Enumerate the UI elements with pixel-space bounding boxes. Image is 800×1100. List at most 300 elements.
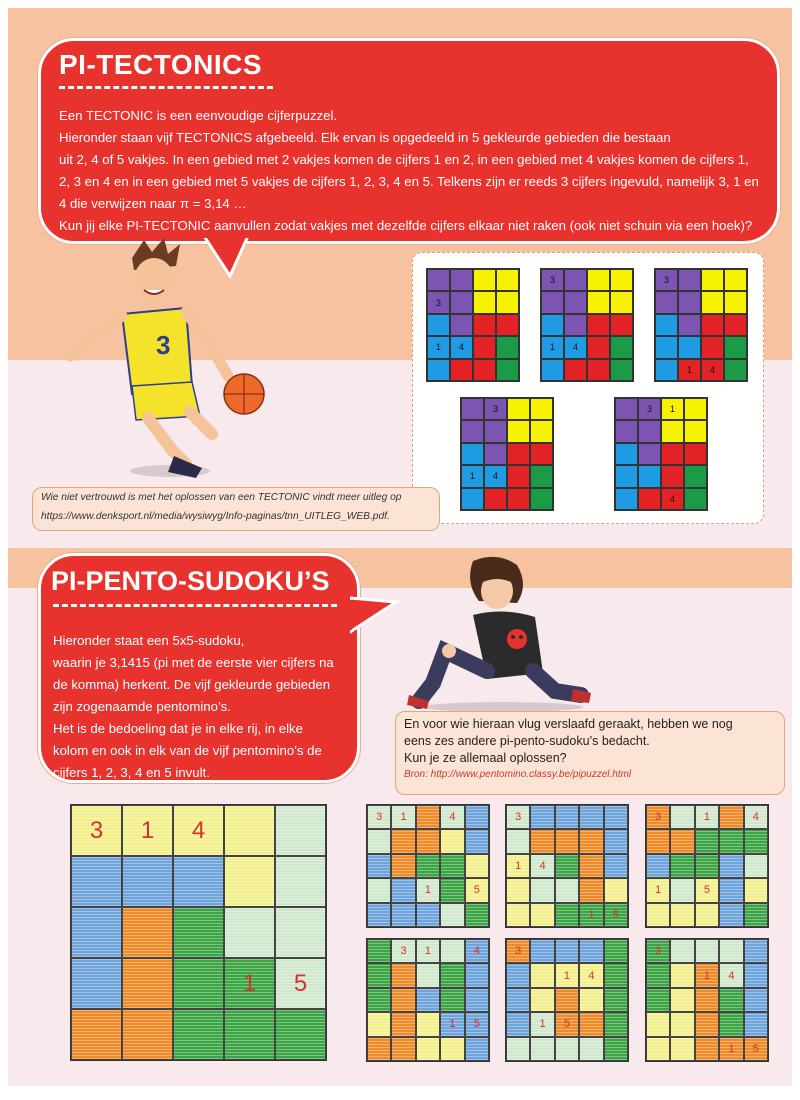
- sudoku-cell[interactable]: [224, 907, 275, 958]
- tectonic-cell[interactable]: [638, 420, 661, 442]
- sudoku-cell[interactable]: [555, 854, 579, 878]
- tectonic-cell[interactable]: [530, 488, 553, 510]
- tectonic-cell[interactable]: 3: [427, 291, 450, 313]
- sudoku-cell[interactable]: [506, 903, 530, 927]
- sudoku-cell[interactable]: 5: [465, 878, 489, 902]
- sudoku-cell[interactable]: [275, 856, 326, 907]
- sudoku-cell[interactable]: 1: [122, 805, 173, 856]
- sudoku-cell[interactable]: [744, 963, 768, 987]
- sudoku-cell[interactable]: [604, 963, 628, 987]
- sudoku-cell[interactable]: [719, 1012, 743, 1036]
- sudoku-cell[interactable]: [604, 805, 628, 829]
- tectonic-cell[interactable]: [530, 443, 553, 465]
- tectonic-cell[interactable]: 4: [701, 359, 724, 381]
- sudoku-cell[interactable]: 1: [416, 939, 440, 963]
- sudoku-cell[interactable]: [555, 805, 579, 829]
- sudoku-cell[interactable]: [506, 829, 530, 853]
- sudoku-cell[interactable]: [275, 805, 326, 856]
- tectonic-grid: [614, 397, 708, 511]
- sudoku-cell[interactable]: [579, 939, 603, 963]
- sudoku-cell[interactable]: [391, 854, 415, 878]
- tectonic-grid: [654, 268, 748, 382]
- sudoku-cell[interactable]: [744, 1012, 768, 1036]
- sudoku-cell[interactable]: 1: [579, 903, 603, 927]
- tectonic-cell[interactable]: [678, 269, 701, 291]
- sudoku-cell[interactable]: [670, 854, 694, 878]
- sudoku-cell[interactable]: [416, 988, 440, 1012]
- sudoku-cell[interactable]: [224, 856, 275, 907]
- sudoku-cell[interactable]: [646, 988, 670, 1012]
- sudoku-cell[interactable]: [670, 1012, 694, 1036]
- small-pento-sudoku: [645, 938, 769, 1062]
- sudoku-cell[interactable]: [555, 903, 579, 927]
- sudoku-cell[interactable]: 1: [719, 1037, 743, 1061]
- sudoku-cell[interactable]: [744, 903, 768, 927]
- sudoku-cell[interactable]: 1: [646, 878, 670, 902]
- tectonic-cell[interactable]: [564, 314, 587, 336]
- sudoku-cell[interactable]: [695, 829, 719, 853]
- tectonic-cell[interactable]: [507, 465, 530, 487]
- note-line: Wie niet vertrouwd is met het oplossen van een TECTONIC vindt meer uitleg op: [41, 492, 402, 503]
- bubble-tail: [350, 592, 400, 638]
- tectonic-cell[interactable]: [610, 336, 633, 358]
- intro-line: waarin je 3,1415 (pi met de eerste vier cijfers na: [53, 655, 334, 670]
- sudoku-cell[interactable]: 4: [173, 805, 224, 856]
- sudoku-cell[interactable]: 3: [506, 805, 530, 829]
- sudoku-cell[interactable]: 3: [71, 805, 122, 856]
- sudoku-cell[interactable]: [465, 903, 489, 927]
- sudoku-cell[interactable]: [744, 829, 768, 853]
- sudoku-cell[interactable]: 5: [465, 1012, 489, 1036]
- tectonic-cell[interactable]: [638, 465, 661, 487]
- sudoku-cell[interactable]: 3: [646, 805, 670, 829]
- sudoku-cell[interactable]: [530, 903, 554, 927]
- tectonic-cell[interactable]: [610, 314, 633, 336]
- tectonic-cell[interactable]: [473, 336, 496, 358]
- sudoku-cell[interactable]: 1: [440, 1012, 464, 1036]
- title-dashed-rule: [59, 86, 273, 89]
- tectonic-cell[interactable]: [638, 443, 661, 465]
- sudoku-cell[interactable]: [367, 878, 391, 902]
- sudoku-cell[interactable]: [555, 1037, 579, 1061]
- tectonic-cell[interactable]: 1: [461, 465, 484, 487]
- tectonic-cell[interactable]: [564, 269, 587, 291]
- sudoku-cell[interactable]: [670, 988, 694, 1012]
- sudoku-cell[interactable]: 5: [744, 1037, 768, 1061]
- basketball-player-illustration: [52, 236, 282, 486]
- sudoku-cell[interactable]: [555, 829, 579, 853]
- sudoku-cell[interactable]: 1: [695, 805, 719, 829]
- sudoku-cell[interactable]: 1: [555, 963, 579, 987]
- sudoku-cell[interactable]: 1: [695, 963, 719, 987]
- tectonic-cell[interactable]: [587, 314, 610, 336]
- tectonic-cell[interactable]: [484, 443, 507, 465]
- tectonic-cell[interactable]: [655, 291, 678, 313]
- sudoku-cell[interactable]: [71, 958, 122, 1009]
- sudoku-cell[interactable]: [530, 1037, 554, 1061]
- sudoku-cell[interactable]: [122, 907, 173, 958]
- tectonic-cell[interactable]: [496, 336, 519, 358]
- sudoku-cell[interactable]: 4: [440, 805, 464, 829]
- sudoku-cell[interactable]: [122, 958, 173, 1009]
- sudoku-cell[interactable]: [530, 829, 554, 853]
- sudoku-cell[interactable]: [695, 854, 719, 878]
- sudoku-cell[interactable]: [391, 1037, 415, 1061]
- tectonic-cell[interactable]: [655, 314, 678, 336]
- sudoku-cell[interactable]: [465, 988, 489, 1012]
- sudoku-cell[interactable]: [391, 963, 415, 987]
- sudoku-cell[interactable]: [695, 903, 719, 927]
- sitting-boy-illustration: [405, 555, 595, 715]
- sudoku-cell[interactable]: 4: [744, 805, 768, 829]
- sudoku-cell[interactable]: [416, 963, 440, 987]
- tectonic-cell[interactable]: [615, 398, 638, 420]
- tectonic-cell[interactable]: [484, 488, 507, 510]
- tectonic-cell[interactable]: 1: [427, 336, 450, 358]
- tectonic-cell[interactable]: [473, 291, 496, 313]
- sudoku-cell[interactable]: 3: [391, 939, 415, 963]
- sudoku-cell[interactable]: [506, 988, 530, 1012]
- tectonic-cell[interactable]: [724, 291, 747, 313]
- tectonic-cell[interactable]: [678, 291, 701, 313]
- tectonic-cell[interactable]: [615, 488, 638, 510]
- sudoku-cell[interactable]: [744, 988, 768, 1012]
- sudoku-cell[interactable]: [695, 1012, 719, 1036]
- tectonic-cell[interactable]: [724, 336, 747, 358]
- sudoku-cell[interactable]: [122, 1009, 173, 1060]
- tectonic-cell[interactable]: [701, 336, 724, 358]
- sudoku-cell[interactable]: [173, 958, 224, 1009]
- sudoku-cell[interactable]: [506, 963, 530, 987]
- sudoku-cell[interactable]: [440, 1037, 464, 1061]
- tectonic-cell[interactable]: 4: [450, 336, 473, 358]
- tectonic-cell[interactable]: [684, 398, 707, 420]
- sudoku-cell[interactable]: [440, 988, 464, 1012]
- sudoku-cell[interactable]: [367, 1037, 391, 1061]
- tectonic-cell[interactable]: [701, 314, 724, 336]
- sudoku-cell[interactable]: [367, 829, 391, 853]
- tectonic-cell[interactable]: [684, 465, 707, 487]
- sudoku-cell[interactable]: [465, 1037, 489, 1061]
- tectonic-cell[interactable]: [484, 420, 507, 442]
- tectonic-cell[interactable]: [564, 359, 587, 381]
- tectonic-cell[interactable]: [507, 398, 530, 420]
- tectonic-cell[interactable]: [473, 359, 496, 381]
- tectonics-speech-bubble: [38, 38, 780, 244]
- sudoku-cell[interactable]: [367, 988, 391, 1012]
- tectonic-cell[interactable]: 4: [484, 465, 507, 487]
- sudoku-cell[interactable]: [506, 878, 530, 902]
- small-pento-sudoku: [505, 938, 629, 1062]
- tectonic-cell[interactable]: [678, 336, 701, 358]
- sudoku-cell[interactable]: [416, 805, 440, 829]
- sudoku-cell[interactable]: [530, 988, 554, 1012]
- tectonic-cell[interactable]: [507, 488, 530, 510]
- sudoku-cell[interactable]: [122, 856, 173, 907]
- tectonic-cell[interactable]: [496, 359, 519, 381]
- tectonic-cell[interactable]: [427, 314, 450, 336]
- tectonic-cell[interactable]: [541, 359, 564, 381]
- tectonic-cell[interactable]: [638, 488, 661, 510]
- tectonic-cell[interactable]: [473, 314, 496, 336]
- pento-intro: [53, 630, 353, 784]
- small-pento-sudoku: [645, 804, 769, 928]
- tectonic-cell[interactable]: [530, 465, 553, 487]
- tectonic-cell[interactable]: [461, 420, 484, 442]
- sudoku-cell[interactable]: [440, 854, 464, 878]
- sudoku-cell[interactable]: [744, 854, 768, 878]
- sudoku-cell[interactable]: [391, 1012, 415, 1036]
- sudoku-cell[interactable]: [646, 1037, 670, 1061]
- sudoku-cell[interactable]: [367, 963, 391, 987]
- sudoku-cell[interactable]: [391, 829, 415, 853]
- tectonic-cell[interactable]: [724, 314, 747, 336]
- tectonic-grid: [426, 268, 520, 382]
- sudoku-cell[interactable]: [719, 903, 743, 927]
- tectonic-cell[interactable]: [496, 314, 519, 336]
- tectonic-cell[interactable]: 4: [564, 336, 587, 358]
- tectonic-cell[interactable]: [450, 314, 473, 336]
- sudoku-cell[interactable]: [646, 829, 670, 853]
- sudoku-cell[interactable]: 1: [416, 878, 440, 902]
- sudoku-cell[interactable]: 5: [275, 958, 326, 1009]
- tectonic-cell[interactable]: [701, 269, 724, 291]
- sudoku-cell[interactable]: [173, 856, 224, 907]
- sudoku-cell[interactable]: 3: [506, 939, 530, 963]
- sudoku-cell[interactable]: [506, 1037, 530, 1061]
- sudoku-cell[interactable]: [646, 854, 670, 878]
- sudoku-cell[interactable]: [719, 805, 743, 829]
- sudoku-cell[interactable]: [440, 963, 464, 987]
- tectonic-cell[interactable]: [496, 291, 519, 313]
- tectonic-cell[interactable]: [661, 465, 684, 487]
- sudoku-cell[interactable]: [719, 854, 743, 878]
- sudoku-cell[interactable]: 5: [604, 903, 628, 927]
- sudoku-cell[interactable]: [275, 1009, 326, 1060]
- sudoku-cell[interactable]: [465, 854, 489, 878]
- sudoku-cell[interactable]: [604, 829, 628, 853]
- tectonic-cell[interactable]: [461, 398, 484, 420]
- tectonic-cell[interactable]: [724, 359, 747, 381]
- tectonic-cell[interactable]: 1: [661, 398, 684, 420]
- tectonic-cell[interactable]: [473, 269, 496, 291]
- sudoku-cell[interactable]: [646, 963, 670, 987]
- tectonic-cell[interactable]: [564, 291, 587, 313]
- sudoku-cell[interactable]: [530, 805, 554, 829]
- sudoku-cell[interactable]: 4: [579, 963, 603, 987]
- small-pento-sudoku: [505, 804, 629, 928]
- sudoku-cell[interactable]: 1: [530, 1012, 554, 1036]
- sudoku-cell[interactable]: [604, 1037, 628, 1061]
- sudoku-cell[interactable]: [670, 903, 694, 927]
- tectonic-cell[interactable]: [541, 291, 564, 313]
- tectonic-cell[interactable]: [587, 359, 610, 381]
- tectonic-cell[interactable]: [610, 269, 633, 291]
- sudoku-cell[interactable]: [367, 1012, 391, 1036]
- tectonic-cell[interactable]: [587, 269, 610, 291]
- sudoku-cell[interactable]: [275, 907, 326, 958]
- tectonic-cell[interactable]: [427, 269, 450, 291]
- sudoku-cell[interactable]: [670, 1037, 694, 1061]
- sudoku-cell[interactable]: [670, 939, 694, 963]
- tectonic-cell[interactable]: [507, 443, 530, 465]
- sudoku-cell[interactable]: [719, 939, 743, 963]
- tectonic-cell[interactable]: [507, 420, 530, 442]
- tectonic-cell[interactable]: [684, 420, 707, 442]
- sudoku-cell[interactable]: [555, 878, 579, 902]
- tectonic-cell[interactable]: 1: [678, 359, 701, 381]
- sudoku-cell[interactable]: [604, 988, 628, 1012]
- tectonic-cell[interactable]: 3: [655, 269, 678, 291]
- sudoku-cell[interactable]: [579, 988, 603, 1012]
- sudoku-cell[interactable]: [719, 988, 743, 1012]
- tectonic-cell[interactable]: [587, 336, 610, 358]
- pento-title: PI-PENTO-SUDOKU’S: [51, 566, 330, 596]
- tectonic-cell[interactable]: [427, 359, 450, 381]
- sudoku-cell[interactable]: [173, 907, 224, 958]
- tectonic-cell[interactable]: [684, 443, 707, 465]
- sudoku-cell[interactable]: [440, 903, 464, 927]
- sudoku-cell[interactable]: [695, 1037, 719, 1061]
- sudoku-cell[interactable]: [604, 1012, 628, 1036]
- sudoku-cell[interactable]: 1: [391, 805, 415, 829]
- tectonic-cell[interactable]: [530, 398, 553, 420]
- sudoku-cell[interactable]: 4: [465, 939, 489, 963]
- tectonic-cell[interactable]: [678, 314, 701, 336]
- tectonic-cell[interactable]: [684, 488, 707, 510]
- sudoku-cell[interactable]: [440, 829, 464, 853]
- sudoku-cell[interactable]: 5: [555, 1012, 579, 1036]
- sudoku-cell[interactable]: [579, 1037, 603, 1061]
- sudoku-cell[interactable]: [530, 878, 554, 902]
- note-link[interactable]: https://www.denksport.nl/media/wysiwyg/Info-paginas/tnn_UITLEG_WEB.pdf.: [41, 511, 390, 522]
- sudoku-cell[interactable]: [579, 829, 603, 853]
- tectonic-cell[interactable]: [615, 420, 638, 442]
- tectonic-cell[interactable]: [655, 359, 678, 381]
- sudoku-cell[interactable]: [416, 1012, 440, 1036]
- sudoku-cell[interactable]: [416, 829, 440, 853]
- sudoku-cell[interactable]: 1: [506, 854, 530, 878]
- tectonic-cell[interactable]: [450, 269, 473, 291]
- tectonic-cell[interactable]: [724, 269, 747, 291]
- sudoku-cell[interactable]: [604, 878, 628, 902]
- sudoku-cell[interactable]: [719, 878, 743, 902]
- sudoku-cell[interactable]: [465, 805, 489, 829]
- note-line: En voor wie hieraan vlug verslaafd geraakt, hebben we nog: [404, 717, 733, 731]
- sudoku-cell[interactable]: [391, 988, 415, 1012]
- sudoku-cell[interactable]: 3: [646, 939, 670, 963]
- sudoku-cell[interactable]: [670, 878, 694, 902]
- sudoku-cell[interactable]: [71, 856, 122, 907]
- sudoku-cell[interactable]: [604, 854, 628, 878]
- sudoku-cell[interactable]: [416, 903, 440, 927]
- tectonic-cell[interactable]: [610, 359, 633, 381]
- tectonic-cell[interactable]: 3: [638, 398, 661, 420]
- tectonic-cell[interactable]: 4: [661, 488, 684, 510]
- sudoku-cell[interactable]: [391, 903, 415, 927]
- tectonic-cell[interactable]: [587, 291, 610, 313]
- tectonics-title: PI-TECTONICS: [59, 49, 263, 80]
- sudoku-cell[interactable]: [646, 1012, 670, 1036]
- tectonic-cell[interactable]: 3: [484, 398, 507, 420]
- sudoku-cell[interactable]: [391, 878, 415, 902]
- sudoku-cell[interactable]: [719, 829, 743, 853]
- sudoku-cell[interactable]: 5: [695, 878, 719, 902]
- sudoku-cell[interactable]: [579, 854, 603, 878]
- tectonic-cell[interactable]: [615, 443, 638, 465]
- sudoku-cell[interactable]: [744, 878, 768, 902]
- sudoku-cell[interactable]: [440, 939, 464, 963]
- sudoku-cell[interactable]: 4: [530, 854, 554, 878]
- sudoku-cell[interactable]: [744, 939, 768, 963]
- sudoku-cell[interactable]: [224, 1009, 275, 1060]
- tectonic-cell[interactable]: [610, 291, 633, 313]
- sudoku-cell[interactable]: [555, 939, 579, 963]
- sudoku-cell[interactable]: 3: [367, 805, 391, 829]
- tectonic-cell[interactable]: [461, 443, 484, 465]
- sudoku-cell[interactable]: [579, 1012, 603, 1036]
- sudoku-cell[interactable]: 1: [224, 958, 275, 1009]
- sudoku-cell[interactable]: [555, 988, 579, 1012]
- tectonics-intro: [59, 105, 767, 237]
- tectonic-cell[interactable]: [450, 291, 473, 313]
- sudoku-cell[interactable]: [670, 963, 694, 987]
- sudoku-cell[interactable]: [670, 805, 694, 829]
- sudoku-cell[interactable]: [579, 805, 603, 829]
- sudoku-cell[interactable]: [367, 854, 391, 878]
- sudoku-cell[interactable]: [367, 903, 391, 927]
- title-dashed-rule: [53, 604, 337, 607]
- sudoku-cell[interactable]: [465, 829, 489, 853]
- tectonic-cell[interactable]: [655, 336, 678, 358]
- tectonic-cell[interactable]: [615, 465, 638, 487]
- sudoku-cell[interactable]: [173, 1009, 224, 1060]
- tectonic-cell[interactable]: [701, 291, 724, 313]
- sudoku-cell[interactable]: [579, 878, 603, 902]
- tectonic-cell[interactable]: [541, 314, 564, 336]
- sudoku-cell[interactable]: 4: [719, 963, 743, 987]
- sudoku-cell[interactable]: [506, 1012, 530, 1036]
- sudoku-cell[interactable]: [71, 907, 122, 958]
- tectonic-cell[interactable]: [661, 443, 684, 465]
- sudoku-cell[interactable]: [646, 903, 670, 927]
- sudoku-cell[interactable]: [416, 854, 440, 878]
- intro-line: Hieronder staat een 5x5-sudoku,: [53, 633, 245, 648]
- sudoku-cell[interactable]: [416, 1037, 440, 1061]
- sudoku-cell[interactable]: [604, 939, 628, 963]
- sudoku-cell[interactable]: [71, 1009, 122, 1060]
- sudoku-cell[interactable]: [440, 878, 464, 902]
- sudoku-cell[interactable]: [695, 988, 719, 1012]
- tectonic-help-note: [32, 487, 440, 531]
- tectonic-cell[interactable]: [450, 359, 473, 381]
- tectonic-cell[interactable]: [661, 420, 684, 442]
- tectonic-cell[interactable]: [496, 269, 519, 291]
- tectonic-cell[interactable]: 3: [541, 269, 564, 291]
- sudoku-cell[interactable]: [695, 939, 719, 963]
- tectonic-cell[interactable]: 1: [541, 336, 564, 358]
- sudoku-cell[interactable]: [670, 829, 694, 853]
- intro-line: uit 2, 4 of 5 vakjes. In een gebied met 2 vakjes komen de cijfers 1 en 2, in een gebied met 4 vakjes komen de cijfers 1,: [59, 152, 749, 167]
- tectonic-cell[interactable]: [461, 488, 484, 510]
- sudoku-cell[interactable]: [530, 963, 554, 987]
- source-link[interactable]: Bron: http://www.pentomino.classy.be/pipuzzel.html: [404, 769, 632, 780]
- sudoku-cell[interactable]: [465, 963, 489, 987]
- sudoku-cell[interactable]: [530, 939, 554, 963]
- tectonic-cell[interactable]: [530, 420, 553, 442]
- sudoku-cell[interactable]: [367, 939, 391, 963]
- sudoku-cell[interactable]: [224, 805, 275, 856]
